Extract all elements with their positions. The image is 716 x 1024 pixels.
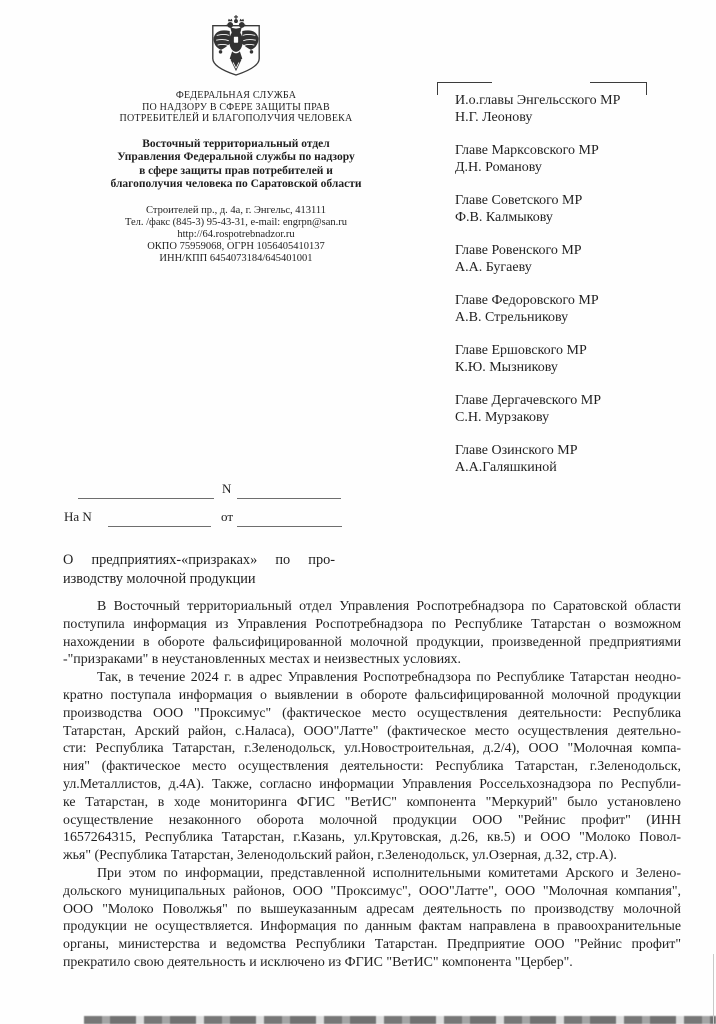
text-line: благополучия человека по Саратовской области — [110, 178, 362, 190]
text-line: Тел. /факс (845-3) 95-43-31, e-mail: engrpn@san.ru — [124, 216, 348, 228]
addressee-title: Главе Озинского МР — [455, 443, 578, 458]
body-text-line: ООО "Молоко Поволжья" по вышеуказанным адресам деятельность по производству молочной — [63, 901, 681, 917]
body-text — [63, 598, 681, 972]
addressee-title: Главе Дергачевского МР — [455, 393, 602, 408]
body-text-line: 1657264315, Республика Татарстан, г.Казань, ул.Крутовская, д.26, кв.5) и ООО "Молоко Повол- — [63, 830, 681, 846]
scan-edge-artifact — [84, 1016, 716, 1024]
body-text-line: -"призраками" в неустановленных местах и неизвестных условиях. — [63, 652, 461, 668]
reply-number-line — [108, 525, 211, 527]
paragraph — [63, 669, 681, 865]
body-text-line: Так, в течение 2024 г. в адрес Управления Роспотребнадзора по Республике Татарстан неодно- — [97, 670, 681, 686]
addressee-block — [455, 342, 685, 376]
text-line: ИНН/КПП 6454073184/645401001 — [159, 252, 313, 264]
body-text-line: сти: Республика Татарстан, г.Зеленодольск, ул.Новостроительная, д.2/4), ООО "Молочная компа- — [63, 741, 681, 757]
body-text-line: производства ООО "Проксимус" (фактическое место осуществления деятельности: Республика — [63, 705, 681, 721]
body-text-line: жья" (Республика Татарстан, Зеленодольский район, г.Зеленодольск, ул.Озерная, д.32, стр.А). — [63, 848, 617, 864]
text-line: ПО НАДЗОРУ В СФЕРЕ ЗАЩИТЫ ПРАВ — [142, 101, 330, 113]
addressee-name: А.А.Галяшкиной — [455, 460, 557, 475]
reply-date-line — [237, 525, 342, 527]
addressee-block — [455, 92, 685, 126]
addressee-block — [455, 142, 685, 176]
text-line: Восточный территориальный отдел — [142, 137, 330, 150]
text-line: http://64.rospotrebnadzor.ru — [177, 228, 295, 240]
body-text-line: В Восточный территориальный отдел Управления Роспотребнадзора по Саратовской области — [97, 599, 681, 614]
text-line: ФЕДЕРАЛЬНАЯ СЛУЖБА — [175, 90, 297, 101]
body-text-line: прекратило свою деятельность и исключено из ФГИС "ВетИС" компонента "Цербер". — [63, 954, 573, 970]
subject-line — [63, 551, 335, 588]
body-text-line: поступила информация из Управления Роспотребнадзора по Республике Татарстан о возможном — [63, 616, 681, 632]
reply-date-label: от — [221, 509, 234, 524]
text-line: ОКПО 75959068, ОГРН 1056405410137 — [147, 240, 325, 252]
addressee-title: И.о.главы Энгельсского МР — [455, 93, 621, 108]
department-name — [50, 138, 422, 192]
paragraph — [63, 865, 681, 972]
text-line: О предприятиях-«призраках» по про- — [63, 552, 335, 568]
body-text-line: нахождении в обороте фальсифицированной молочной продукции, произведенной предприятиями — [63, 634, 681, 650]
addressee-block — [455, 442, 685, 476]
addressee-title: Главе Советского МР — [455, 193, 583, 208]
addressee-block — [455, 192, 685, 226]
body-text-line: ке Татарстан, в ходе мониторинга ФГИС "ВетИС" компонента "Меркурий" было установлено — [63, 794, 681, 810]
addressee-name: А.В. Стрельникову — [455, 310, 569, 325]
addressee-list — [455, 92, 685, 492]
federal-service-name — [50, 90, 422, 125]
scan-edge-line — [713, 954, 714, 1024]
body-text-line: дольского муниципальных районов, ООО "Проксимус", ООО"Латте", ООО "Молочная компания", — [63, 883, 681, 899]
text-line: ПОТРЕБИТЕЛЕЙ И БЛАГОПОЛУЧИЯ ЧЕЛОВЕКА — [119, 113, 353, 124]
addressee-title: Главе Ровенского МР — [455, 243, 582, 258]
body-text-line: Татарстан, Арский район, с.Наласа), ООО"Латте" (фактическое место осуществления деятельно- — [63, 723, 681, 739]
letterhead — [50, 14, 422, 265]
reply-number-label: На N — [64, 509, 92, 524]
addressee-name: С.Н. Мурзакову — [455, 410, 550, 425]
outgoing-number-line — [78, 497, 214, 499]
addressee-block — [455, 242, 685, 276]
text-line: Строителей пр., д. 4а, г. Энгельс, 413111 — [145, 204, 326, 216]
coat-of-arms-icon — [207, 14, 265, 85]
addressee-title: Главе Федоровского МР — [455, 293, 599, 308]
body-text-line: органы, министерства и ведомства Республики Татарстан. Предприятие ООО "Рейнис профит" — [63, 937, 681, 953]
text-line: в сфере защиты прав потребителей и — [139, 164, 333, 177]
paragraph — [63, 598, 681, 669]
addressee-name: К.Ю. Мызникову — [455, 360, 558, 375]
body-text-line: ул.Металлистов, д.4А). Также, согласно информации Управления Россельхознадзора по Республи- — [63, 776, 681, 792]
addressee-title: Главе Ершовского МР — [455, 343, 587, 358]
addressee-name: Н.Г. Леонову — [455, 110, 533, 125]
body-text-line: осуществление незаконного оборота молочной продукции ООО "Рейнис профит" (ИНН — [63, 812, 681, 828]
addressee-block — [455, 392, 685, 426]
text-line: изводству молочной продукции — [63, 570, 256, 587]
number-label: N — [222, 481, 232, 496]
addressee-name: Ф.В. Калмыкову — [455, 210, 553, 225]
addressee-title: Главе Марксовского МР — [455, 143, 599, 158]
body-text-line: продукции не осуществляется. Информация по данным фактам направлена в правоохранительные — [63, 919, 681, 935]
text-line: Управления Федеральной службы по надзору — [117, 151, 355, 163]
contact-details — [50, 205, 422, 265]
addressee-block — [455, 292, 685, 326]
outgoing-date-line — [237, 497, 341, 499]
body-text-line: ния" (фактическое место осуществления деятельности: Республика Татарстан, г.Зеленодольск, — [63, 759, 681, 775]
body-text-line: кратно поступала информация о выявлении в обороте фальсифицированной молочной продукции — [63, 687, 681, 703]
body-text-line: При этом по информации, представленной исполнительными комитетами Арского и Зелено- — [97, 865, 681, 881]
addressee-name: Д.Н. Романову — [455, 160, 542, 175]
addressee-name: А.А. Бугаеву — [455, 260, 532, 275]
